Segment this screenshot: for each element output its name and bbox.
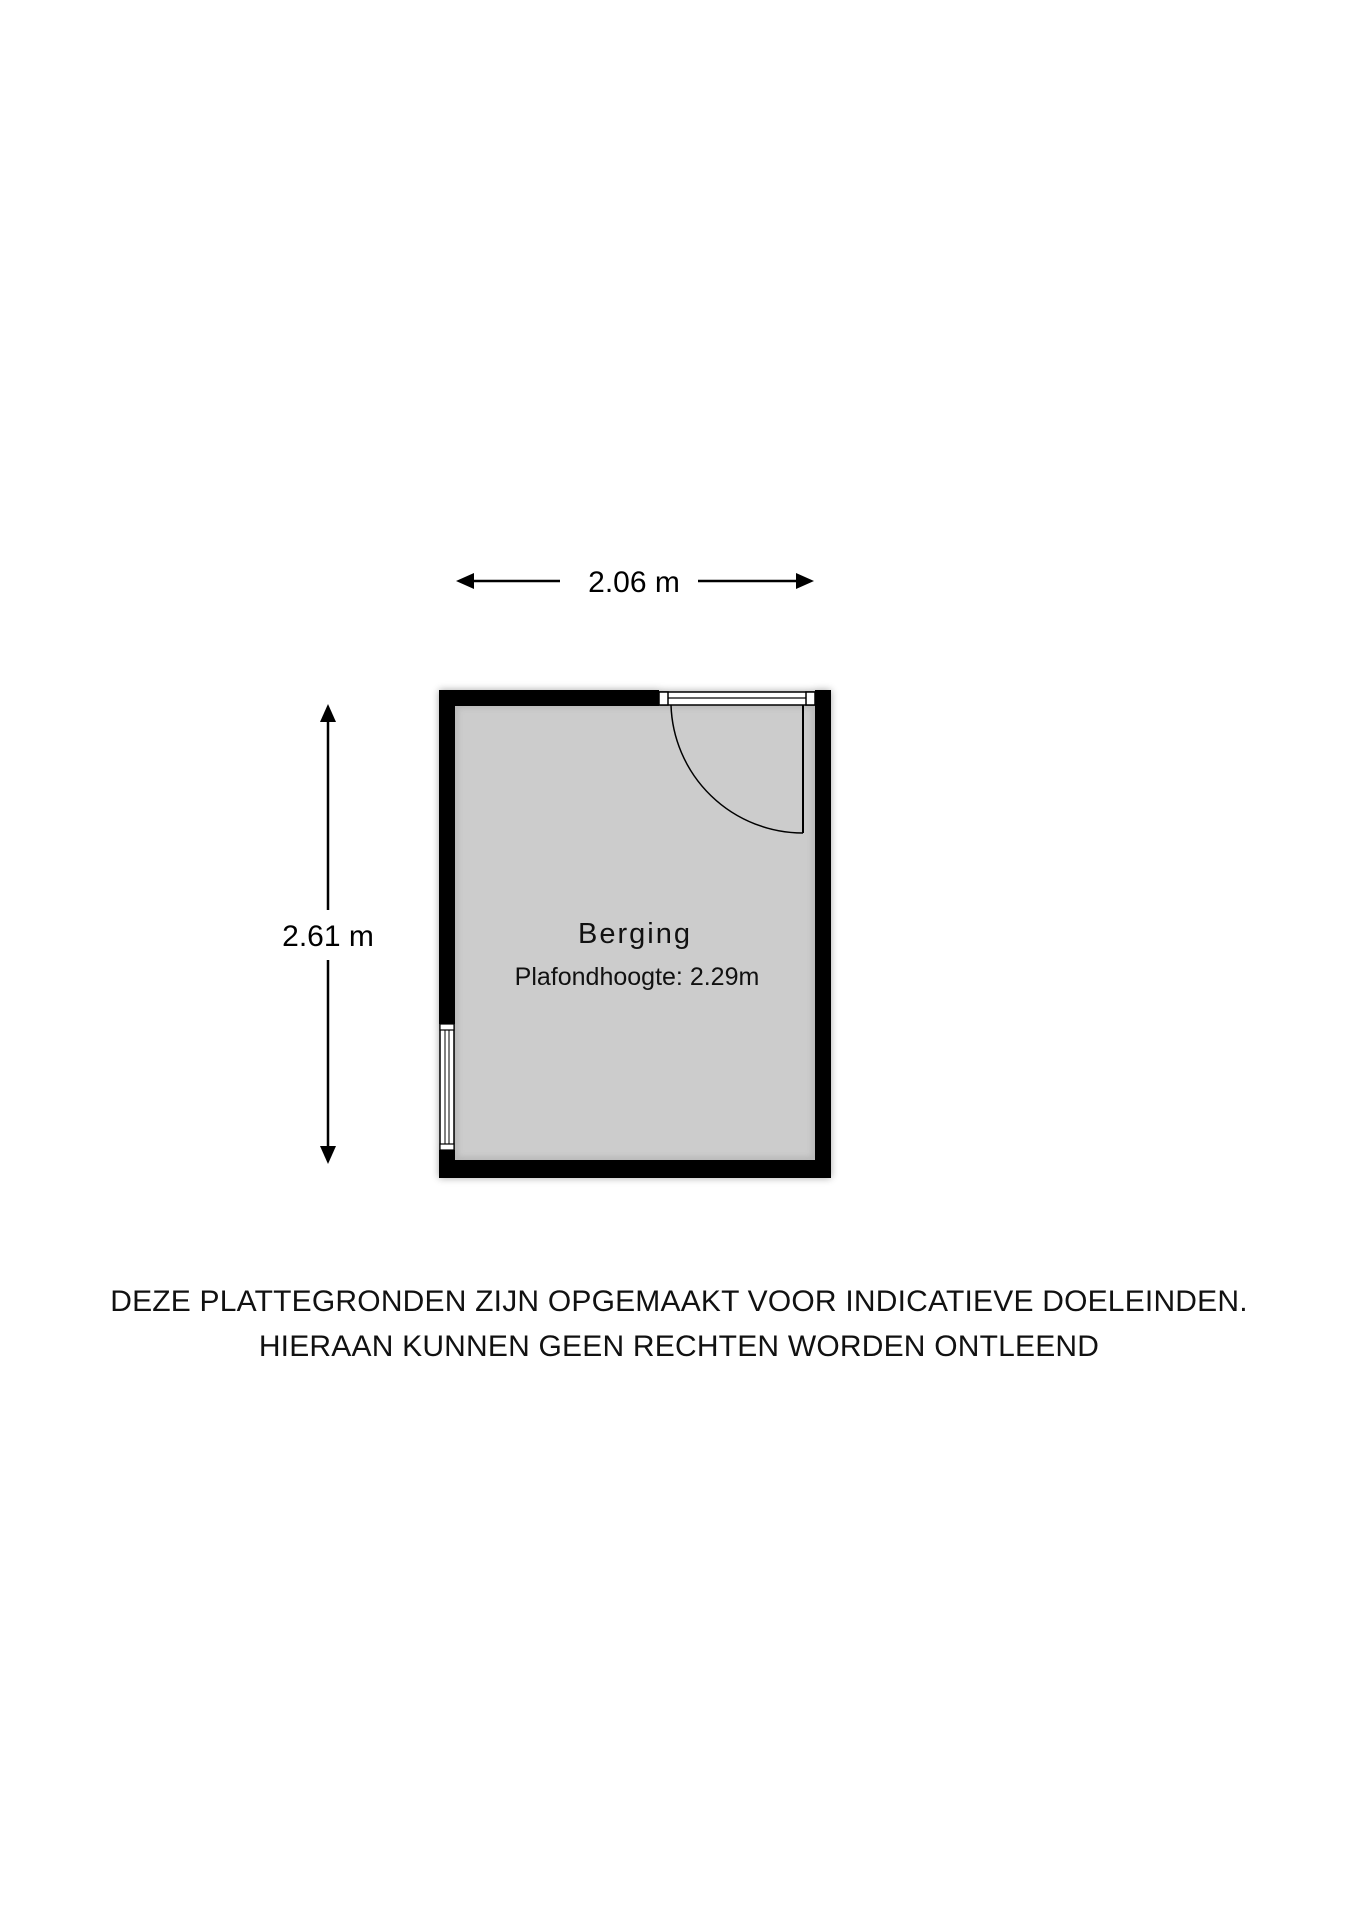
height-label: 2.61 m [282,920,374,953]
arrow-left-icon [456,573,474,589]
wall-left-lower-stub [439,1150,455,1178]
door-jamb-right [806,692,815,705]
arrow-down-icon [320,1146,336,1164]
disclaimer-line-1: DEZE PLATTEGRONDEN ZIJN OPGEMAAKT VOOR INDICATIEVE DOELEINDEN. [110,1285,1248,1318]
arrow-right-icon [796,573,814,589]
disclaimer-line-2: HIERAAN KUNNEN GEEN RECHTEN WORDEN ONTLEEND [258,1330,1100,1363]
height-dimension [282,704,374,1164]
window-frame [440,1024,454,1150]
window [440,1024,454,1150]
arrow-up-icon [320,704,336,722]
room-name: Berging [578,918,692,950]
wall-top-left [439,690,659,706]
window-sill-bottom [440,1144,454,1150]
width-label: 2.06 m [588,566,680,599]
wall-left-upper [439,690,455,1024]
wall-right [815,690,831,1178]
door-jamb-left [659,692,668,705]
width-dimension [456,566,814,599]
window-sill-top [440,1024,454,1030]
room-ceiling-height: Plafondhoogte: 2.29m [514,963,760,991]
wall-bottom [439,1160,831,1178]
